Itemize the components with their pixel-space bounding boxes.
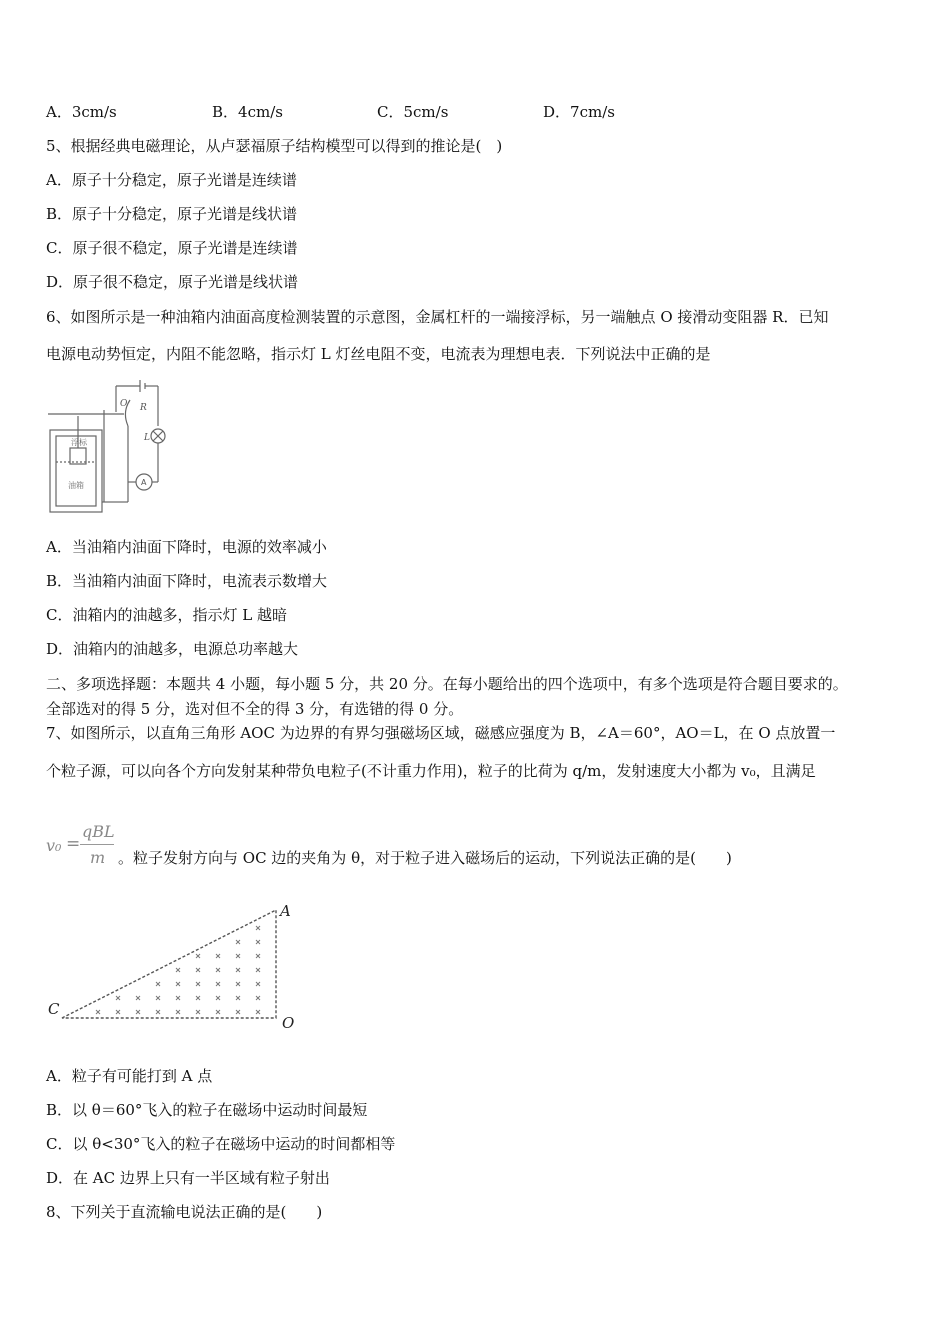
q7-option-d: D．在 AC 边界上只有一半区域有粒子射出 <box>46 1169 330 1187</box>
q6-option-d: D．油箱内的油越多，电源总功率越大 <box>46 640 299 658</box>
q7-stem-line2: 个粒子源，可以向各个方向发射某种带负电粒子(不计重力作用)，粒子的比荷为 q/m，发射速度大小都为 v₀，且满足 <box>46 762 816 780</box>
float-label: 浮标 <box>71 438 87 447</box>
formula-lhs: v₀ <box>46 836 62 855</box>
q5-option-b: B．原子十分稳定，原子光谱是线状谱 <box>46 205 298 223</box>
oil-label: 油箱 <box>68 481 84 490</box>
q8-stem: 8、下列关于直流输电说法正确的是( ) <box>46 1203 323 1221</box>
q7-option-a: A．粒子有可能打到 A 点 <box>46 1067 213 1085</box>
q7-stem-line3: 。粒子发射方向与 OC 边的夹角为 θ，对于粒子进入磁场后的运动，下列说法正确的是( ) <box>118 849 732 867</box>
vertex-c-label: C <box>48 1000 60 1018</box>
q7-option-c: C．以 θ<30°飞入的粒子在磁场中运动的时间都相等 <box>46 1135 396 1153</box>
q5-option-c: C．原子很不稳定，原子光谱是连续谱 <box>46 239 298 257</box>
q6-stem-line2: 电源电动势恒定，内阻不能忽略，指示灯 L 灯丝电阻不变，电流表为理想电表．下列说法中正确的是 <box>46 345 711 363</box>
section2-line2: 全部选对的得 5 分，选对但不全的得 3 分，有选错的得 0 分。 <box>46 700 464 718</box>
ammeter-label: A <box>141 478 147 487</box>
q6-option-c: C．油箱内的油越多，指示灯 L 越暗 <box>46 606 287 624</box>
r-label: R <box>140 403 147 413</box>
q7-stem-line1: 7、如图所示，以直角三角形 AOC 为边界的有界匀强磁场区域，磁感应强度为 B，∠A＝60°，AO＝L，在 O 点放置一 <box>46 724 836 742</box>
q5-stem: 5、根据经典电磁理论，从卢瑟福原子结构模型可以得到的推论是( ) <box>46 137 503 155</box>
v0-formula <box>46 822 116 870</box>
q6-option-a: A．当油箱内油面下降时，电源的效率减小 <box>46 538 327 556</box>
q5-option-d: D．原子很不稳定，原子光谱是线状谱 <box>46 273 299 291</box>
vertex-o-label: O <box>282 1014 295 1032</box>
formula-denominator: m <box>90 848 106 867</box>
section2-line1: 二、多项选择题：本题共 4 小题，每小题 5 分，共 20 分。在每小题给出的四个选项中，有多个选项是符合题目要求的。 <box>46 675 848 693</box>
formula-equals: = <box>66 834 81 854</box>
q7-option-b: B．以 θ＝60°飞入的粒子在磁场中运动时间最短 <box>46 1101 368 1119</box>
formula-numerator: qBL <box>82 822 115 841</box>
magnetic-triangle-figure <box>48 900 308 1032</box>
q4-option-c: C．5cm/s <box>377 103 449 121</box>
o-label: O <box>120 399 128 409</box>
vertex-a-label: A <box>280 902 291 920</box>
l-label: L <box>144 433 150 443</box>
q4-options <box>46 101 746 123</box>
fraction-bar <box>80 844 114 845</box>
q6-stem-line1: 6、如图所示是一种油箱内油面高度检测装置的示意图，金属杠杆的一端接浮标，另一端触点 O 接滑动变阻器 R．已知 <box>46 308 829 326</box>
q4-option-d: D．7cm/s <box>543 103 615 121</box>
oil-gauge-circuit-figure <box>44 378 184 518</box>
q5-option-a: A．原子十分稳定，原子光谱是连续谱 <box>46 171 297 189</box>
q4-option-b: B．4cm/s <box>212 103 283 121</box>
q6-option-b: B．当油箱内油面下降时，电流表示数增大 <box>46 572 328 590</box>
q4-option-a: A．3cm/s <box>46 103 117 121</box>
